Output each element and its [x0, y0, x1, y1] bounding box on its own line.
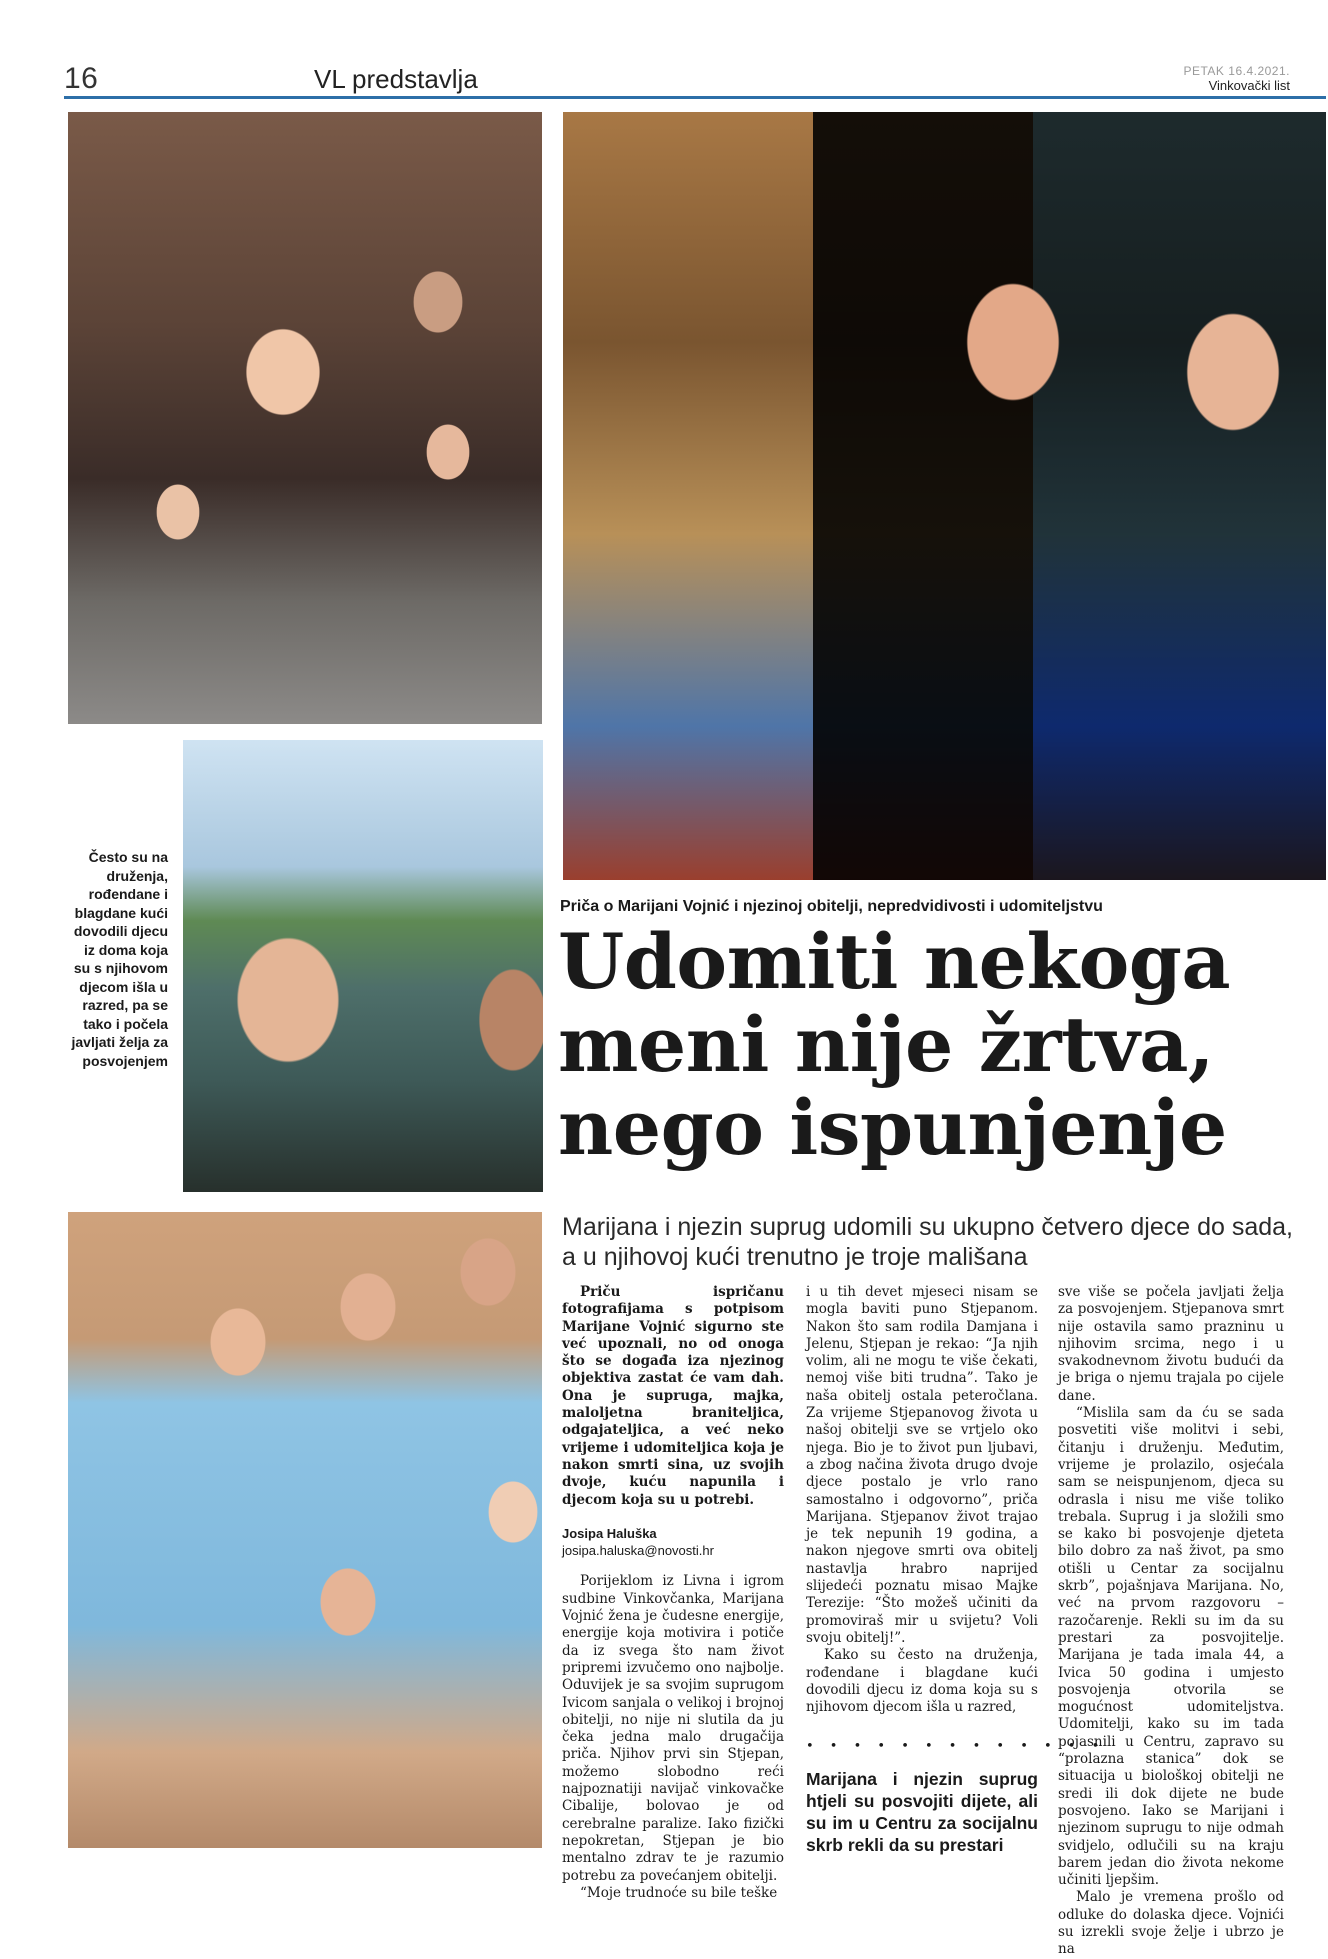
boat-selfie-photo — [183, 740, 543, 1192]
article-subhead: Marijana i njezin suprug udomili su ukupno četvero djece do sada, a u njihovoj kući trenutno je troje mališana — [562, 1213, 1293, 1271]
body-paragraph: “Mislila sam da ću se sada posvetiti više molitvi i sebi, čitanju i druženju. Međutim, vrijeme je prolazilo, osjećala sam se neispunjenom, djeca su odrasla i nisu me više toliko trebala. Suprug i ja složili smo se kako bi posvojenje djeteta bilo dobro za naš život, pa smo otišli u Centar za socijalnu skrb”, pojašnjava Marijana. No, već na prvom razgovoru – razočarenje. Rekli su im da su prestari za posvojitelje. Marijana je tada imala 44, a Ivica 50 godina i umjesto posvojenja otvorila se mogućnost udomiteljstva. Udomitelji, kako su im tada pojasnili u Centru, zapravo su “prolazna stanica” dok se situacija u biološkoj obitelji ne sredi ili dok dijete ne bude posvojeno. Iako se Marijani i njezinom suprugu to nije odmah svidjelo, odlučili su na kraju barem jedan dio života nekome učiniti ljepšim. — [1058, 1405, 1284, 1889]
family-jerseys-photo — [68, 1212, 542, 1848]
section-title: VL predstavlja — [314, 64, 478, 94]
body-paragraph: sve više se počela javljati želja za posvojenjem. Stjepanova smrt nije ostavila samo prazninu u njihovim srcima, nego i u svakodnevnom životu budući da je briga o njemu trajala po cijele dane. — [1058, 1284, 1284, 1404]
masthead-info — [1183, 64, 1290, 93]
text-column-2 — [806, 1284, 1106, 1856]
mother-and-son-photo — [563, 112, 1326, 880]
pullquote: Marijana i njezin suprug htjeli su posvojiti dijete, ali su im u Centru za socijalnu skrb rekli da su prestari — [806, 1768, 1038, 1855]
family-living-room-photo — [68, 112, 542, 724]
header-rule — [64, 96, 1326, 99]
author-email: josipa.haluska@novosti.hr — [562, 1543, 714, 1559]
body-paragraph: Porijeklom iz Livna i igrom sudbine Vinkovčanka, Marijana Vojnić žena je čudesne energije, energije koja motivira i potiče da iz svega što nam život pripremi izvučemo ono najbolje. Oduvijek je sa svojim suprugom Ivicom sanjala o velikoj i brojnoj obitelji, no nije ni slutila da ju čeka jedna malo drugačija priča. Njihov prvi sin Stjepan, možemo slobodno reći najpoznatiji navijač vinkovačke Cibalije, bolovao je od cerebralne paralize. Iako fizički nepokretan, Stjepan je bio mentalno zdrav te je razumio potrebu za povećanjem obitelji. — [562, 1573, 784, 1884]
headline-line: meni nije žrtva, — [558, 1000, 1214, 1089]
text-column-1 — [562, 1284, 784, 1902]
page-number: 16 — [64, 62, 99, 95]
text-column-3 — [1058, 1284, 1284, 1959]
paper-name: Vinkovački list — [1208, 78, 1290, 93]
photo-caption: Često su na druženja, rođendane i blagdane kući dovodili djecu iz doma koja su s njihovom djecom išla u razred, pa se tako i počela javljati želja za posvojenjem — [71, 849, 168, 1069]
article-kicker: Priča o Marijani Vojnić i njezinoj obitelji, nepredvidivosti i udomiteljstvu — [560, 898, 1103, 915]
body-paragraph: i u tih devet mjeseci nisam se mogla baviti puno Stjepanom. Nakon što sam rodila Damjana i Jelenu, Stjepan je rekao: “Ja njih volim, ali ne mogu te više čekati, nemoj više biti trudna”. Tako je naša obitelj ostala peteročlana. Za vrijeme Stjepanovog života u našoj obitelji sve se vrtjelo oko njega. Bio je to život pun ljubavi, a zbog načina života drugo dvoje djece postalo je vrlo rano samostalno i odgovorno”, priča Marijana. Stjepanov život trajao je tek nepunih 19 godina, a nakon njegove smrti ova obitelj nastavlja hrabro naprijed slijedeći poznatu misao Majke Terezije: “Što možeš učiniti da promoviraš mir u svijetu? Voli svoju obitelj!”. — [806, 1284, 1038, 1646]
headline-line: nego ispunjenje — [558, 1083, 1227, 1172]
article-headline — [558, 917, 1328, 1172]
author-name: Josipa Haluška — [562, 1525, 657, 1541]
body-paragraph: Kako su često na druženja, rođendane i blagdane kući dovodili djecu iz doma koja su s njihovom djecom išla u razred, — [806, 1647, 1038, 1716]
body-paragraph: “Moje trudnoće su bile teške — [580, 1884, 778, 1901]
headline-line: Udomiti nekoga — [558, 917, 1231, 1006]
article-lead: Priču ispričanu fotografijama s potpisom Marijane Vojnić sigurno ste već upoznali, no od onoga što se događa iza njezinog objektiva zastat će vam dah. Ona je supruga, majka, maloljetna braniteljica, odgajateljica, a već neko vrijeme i udomiteljica koja je nakon smrti sina, uz svojih dvoje, kuću napunila i djecom koja su u potrebi. — [562, 1284, 784, 1508]
body-paragraph: Malo je vremena prošlo od odluke do dolaska djece. Vojnići su izrekli svoje želje i ubrzo je na — [1058, 1889, 1284, 1958]
pullquote-divider: • • • • • • • • • • • • • — [806, 1739, 1106, 1755]
issue-date: PETAK 16.4.2021. — [1183, 64, 1290, 78]
